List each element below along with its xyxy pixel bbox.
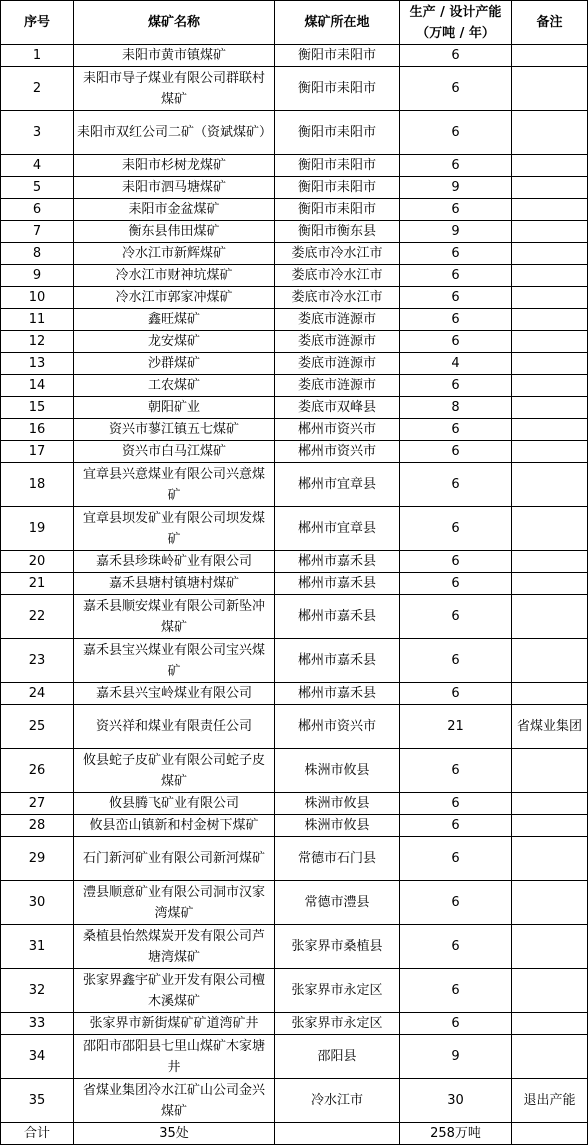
row-location: 张家界市永定区 — [275, 969, 400, 1013]
row-capacity: 6 — [400, 67, 512, 111]
row-note: 省煤业集团 — [512, 705, 588, 749]
row-name: 耒阳市泗马塘煤矿 — [74, 177, 275, 199]
row-note — [512, 67, 588, 111]
table-row — [1, 309, 588, 331]
row-location: 郴州市嘉禾县 — [275, 573, 400, 595]
table-row — [1, 353, 588, 375]
row-index: 10 — [1, 287, 74, 309]
row-index: 15 — [1, 397, 74, 419]
row-note — [512, 749, 588, 793]
total-label: 合计 — [1, 1123, 74, 1145]
row-location: 衡阳市耒阳市 — [275, 177, 400, 199]
table-row — [1, 221, 588, 243]
table-row — [1, 111, 588, 155]
table-row — [1, 683, 588, 705]
row-index: 20 — [1, 551, 74, 573]
table-row — [1, 375, 588, 397]
row-location: 娄底市涟源市 — [275, 309, 400, 331]
row-note — [512, 177, 588, 199]
row-note — [512, 551, 588, 573]
header-note: 备注 — [512, 1, 588, 45]
row-note — [512, 221, 588, 243]
row-capacity: 6 — [400, 375, 512, 397]
row-index: 31 — [1, 925, 74, 969]
table-body — [1, 45, 588, 1145]
row-name: 耒阳市双红公司二矿（资斌煤矿） — [74, 111, 275, 155]
row-index: 9 — [1, 265, 74, 287]
row-index: 32 — [1, 969, 74, 1013]
row-location: 郴州市宜章县 — [275, 507, 400, 551]
row-index: 8 — [1, 243, 74, 265]
row-location: 常德市石门县 — [275, 837, 400, 881]
row-capacity: 6 — [400, 815, 512, 837]
row-capacity: 6 — [400, 1013, 512, 1035]
row-index: 5 — [1, 177, 74, 199]
row-location: 衡阳市耒阳市 — [275, 199, 400, 221]
row-name: 张家界市新街煤矿矿道湾矿井 — [74, 1013, 275, 1035]
row-capacity: 9 — [400, 221, 512, 243]
row-index: 1 — [1, 45, 74, 67]
table-row — [1, 331, 588, 353]
row-name: 耒阳市金盆煤矿 — [74, 199, 275, 221]
row-location: 郴州市资兴市 — [275, 705, 400, 749]
row-note — [512, 595, 588, 639]
row-index: 27 — [1, 793, 74, 815]
row-name: 宜章县兴意煤业有限公司兴意煤矿 — [74, 463, 275, 507]
total-row — [1, 1123, 588, 1145]
row-capacity: 6 — [400, 309, 512, 331]
row-name: 嘉禾县顺安煤业有限公司新坠冲煤矿 — [74, 595, 275, 639]
row-note — [512, 111, 588, 155]
row-name: 张家界鑫宇矿业开发有限公司檀木溪煤矿 — [74, 969, 275, 1013]
row-index: 3 — [1, 111, 74, 155]
row-note — [512, 243, 588, 265]
row-location: 冷水江市 — [275, 1079, 400, 1123]
row-capacity: 6 — [400, 155, 512, 177]
total-capacity: 258万吨 — [400, 1123, 512, 1145]
row-note — [512, 837, 588, 881]
row-index: 35 — [1, 1079, 74, 1123]
row-location: 郴州市嘉禾县 — [275, 639, 400, 683]
row-capacity: 6 — [400, 463, 512, 507]
table-row — [1, 1035, 588, 1079]
row-note — [512, 397, 588, 419]
row-capacity: 6 — [400, 749, 512, 793]
row-location: 衡阳市衡东县 — [275, 221, 400, 243]
row-name: 资兴市白马江煤矿 — [74, 441, 275, 463]
row-note — [512, 815, 588, 837]
row-capacity: 6 — [400, 793, 512, 815]
row-location: 郴州市嘉禾县 — [275, 551, 400, 573]
row-index: 34 — [1, 1035, 74, 1079]
row-note — [512, 309, 588, 331]
row-index: 2 — [1, 67, 74, 111]
row-capacity: 6 — [400, 45, 512, 67]
table-row — [1, 595, 588, 639]
row-index: 26 — [1, 749, 74, 793]
row-note — [512, 199, 588, 221]
row-index: 18 — [1, 463, 74, 507]
row-index: 33 — [1, 1013, 74, 1035]
row-location: 娄底市涟源市 — [275, 375, 400, 397]
row-capacity: 21 — [400, 705, 512, 749]
row-index: 6 — [1, 199, 74, 221]
header-location: 煤矿所在地 — [275, 1, 400, 45]
table-row — [1, 837, 588, 881]
row-name: 澧县顺意矿业有限公司洞市汉家湾煤矿 — [74, 881, 275, 925]
row-index: 25 — [1, 705, 74, 749]
row-location: 娄底市冷水江市 — [275, 243, 400, 265]
row-note — [512, 1013, 588, 1035]
row-capacity: 6 — [400, 551, 512, 573]
row-location: 衡阳市耒阳市 — [275, 45, 400, 67]
header-capacity — [400, 1, 512, 45]
row-capacity: 6 — [400, 199, 512, 221]
row-capacity: 8 — [400, 397, 512, 419]
table-row — [1, 881, 588, 925]
row-name: 邵阳市邵阳县七里山煤矿木家塘井 — [74, 1035, 275, 1079]
row-name: 攸县蛇子皮矿业有限公司蛇子皮煤矿 — [74, 749, 275, 793]
row-capacity: 4 — [400, 353, 512, 375]
row-location: 衡阳市耒阳市 — [275, 111, 400, 155]
row-location: 郴州市资兴市 — [275, 419, 400, 441]
row-note — [512, 287, 588, 309]
row-capacity: 6 — [400, 111, 512, 155]
total-count: 35处 — [74, 1123, 275, 1145]
row-capacity: 6 — [400, 969, 512, 1013]
row-index: 17 — [1, 441, 74, 463]
row-note — [512, 881, 588, 925]
row-note — [512, 793, 588, 815]
row-note — [512, 375, 588, 397]
row-location: 娄底市冷水江市 — [275, 287, 400, 309]
row-name: 冷水江市郭家冲煤矿 — [74, 287, 275, 309]
table-row — [1, 925, 588, 969]
row-name: 耒阳市导子煤业有限公司群联村煤矿 — [74, 67, 275, 111]
row-name: 嘉禾县塘村镇塘村煤矿 — [74, 573, 275, 595]
row-location: 娄底市涟源市 — [275, 353, 400, 375]
row-index: 12 — [1, 331, 74, 353]
row-note — [512, 353, 588, 375]
row-location: 娄底市冷水江市 — [275, 265, 400, 287]
row-location: 株洲市攸县 — [275, 749, 400, 793]
row-index: 28 — [1, 815, 74, 837]
row-capacity: 9 — [400, 177, 512, 199]
table-row — [1, 397, 588, 419]
row-location: 株洲市攸县 — [275, 815, 400, 837]
table-row — [1, 287, 588, 309]
row-name: 攸县腾飞矿业有限公司 — [74, 793, 275, 815]
row-location: 娄底市双峰县 — [275, 397, 400, 419]
row-location: 张家界市桑植县 — [275, 925, 400, 969]
row-capacity: 6 — [400, 925, 512, 969]
table-row — [1, 177, 588, 199]
row-name: 耒阳市黄市镇煤矿 — [74, 45, 275, 67]
table-row — [1, 45, 588, 67]
row-location: 常德市澧县 — [275, 881, 400, 925]
row-capacity: 6 — [400, 331, 512, 353]
row-location: 衡阳市耒阳市 — [275, 155, 400, 177]
row-name: 冷水江市财神坑煤矿 — [74, 265, 275, 287]
row-note — [512, 155, 588, 177]
row-note — [512, 573, 588, 595]
row-name: 耒阳市杉树龙煤矿 — [74, 155, 275, 177]
header-capacity-line1: 生产 / 设计产能 — [409, 4, 502, 20]
row-capacity: 30 — [400, 1079, 512, 1123]
table-row — [1, 573, 588, 595]
row-capacity: 6 — [400, 639, 512, 683]
row-location: 郴州市资兴市 — [275, 441, 400, 463]
row-capacity: 6 — [400, 507, 512, 551]
table-row — [1, 441, 588, 463]
header-capacity-line2: （万吨 / 年） — [416, 25, 495, 41]
table-row — [1, 265, 588, 287]
row-name: 资兴市蓼江镇五七煤矿 — [74, 419, 275, 441]
total-note — [512, 1123, 588, 1145]
row-note — [512, 265, 588, 287]
row-name: 朝阳矿业 — [74, 397, 275, 419]
row-index: 30 — [1, 881, 74, 925]
table-row — [1, 243, 588, 265]
row-location: 衡阳市耒阳市 — [275, 67, 400, 111]
table-row — [1, 705, 588, 749]
row-name: 宜章县坝发矿业有限公司坝发煤矿 — [74, 507, 275, 551]
header-name: 煤矿名称 — [74, 1, 275, 45]
table-row — [1, 551, 588, 573]
row-note — [512, 925, 588, 969]
row-location: 郴州市宜章县 — [275, 463, 400, 507]
row-index: 21 — [1, 573, 74, 595]
row-note: 退出产能 — [512, 1079, 588, 1123]
row-name: 资兴祥和煤业有限责任公司 — [74, 705, 275, 749]
row-location: 邵阳县 — [275, 1035, 400, 1079]
table-row — [1, 969, 588, 1013]
row-name: 衡东县伟田煤矿 — [74, 221, 275, 243]
row-index: 16 — [1, 419, 74, 441]
row-note — [512, 45, 588, 67]
row-capacity: 6 — [400, 837, 512, 881]
row-location: 张家界市永定区 — [275, 1013, 400, 1035]
row-note — [512, 683, 588, 705]
row-index: 13 — [1, 353, 74, 375]
table-row — [1, 199, 588, 221]
table-row — [1, 507, 588, 551]
row-name: 龙安煤矿 — [74, 331, 275, 353]
row-capacity: 6 — [400, 881, 512, 925]
row-location: 郴州市嘉禾县 — [275, 595, 400, 639]
table-row — [1, 793, 588, 815]
table-row — [1, 67, 588, 111]
row-capacity: 6 — [400, 419, 512, 441]
row-name: 鑫旺煤矿 — [74, 309, 275, 331]
row-name: 嘉禾县宝兴煤业有限公司宝兴煤矿 — [74, 639, 275, 683]
row-note — [512, 639, 588, 683]
row-location: 郴州市嘉禾县 — [275, 683, 400, 705]
header-index: 序号 — [1, 1, 74, 45]
table-row — [1, 155, 588, 177]
row-capacity: 6 — [400, 265, 512, 287]
row-index: 29 — [1, 837, 74, 881]
row-index: 14 — [1, 375, 74, 397]
row-name: 省煤业集团冷水江矿山公司金兴煤矿 — [74, 1079, 275, 1123]
row-index: 19 — [1, 507, 74, 551]
table-row — [1, 1079, 588, 1123]
row-note — [512, 969, 588, 1013]
row-note — [512, 419, 588, 441]
row-name: 攸县峦山镇新和村金树下煤矿 — [74, 815, 275, 837]
row-index: 23 — [1, 639, 74, 683]
row-name: 工农煤矿 — [74, 375, 275, 397]
total-location — [275, 1123, 400, 1145]
table-row — [1, 639, 588, 683]
row-location: 娄底市涟源市 — [275, 331, 400, 353]
row-index: 11 — [1, 309, 74, 331]
row-name: 嘉禾县珍珠岭矿业有限公司 — [74, 551, 275, 573]
row-index: 4 — [1, 155, 74, 177]
table-row — [1, 419, 588, 441]
row-note — [512, 1035, 588, 1079]
row-location: 株洲市攸县 — [275, 793, 400, 815]
row-capacity: 6 — [400, 595, 512, 639]
row-capacity: 9 — [400, 1035, 512, 1079]
row-note — [512, 441, 588, 463]
row-name: 沙群煤矿 — [74, 353, 275, 375]
row-index: 24 — [1, 683, 74, 705]
table-row — [1, 815, 588, 837]
row-capacity: 6 — [400, 441, 512, 463]
row-capacity: 6 — [400, 287, 512, 309]
row-note — [512, 507, 588, 551]
row-capacity: 6 — [400, 573, 512, 595]
row-name: 冷水江市新辉煤矿 — [74, 243, 275, 265]
row-name: 嘉禾县兴宝岭煤业有限公司 — [74, 683, 275, 705]
table-row — [1, 463, 588, 507]
table-row — [1, 1013, 588, 1035]
row-note — [512, 463, 588, 507]
row-note — [512, 331, 588, 353]
row-index: 7 — [1, 221, 74, 243]
table-row — [1, 749, 588, 793]
row-name: 桑植县怡然煤炭开发有限公司芦塘湾煤矿 — [74, 925, 275, 969]
row-index: 22 — [1, 595, 74, 639]
row-capacity: 6 — [400, 243, 512, 265]
row-capacity: 6 — [400, 683, 512, 705]
row-name: 石门新河矿业有限公司新河煤矿 — [74, 837, 275, 881]
table-header — [1, 1, 588, 45]
